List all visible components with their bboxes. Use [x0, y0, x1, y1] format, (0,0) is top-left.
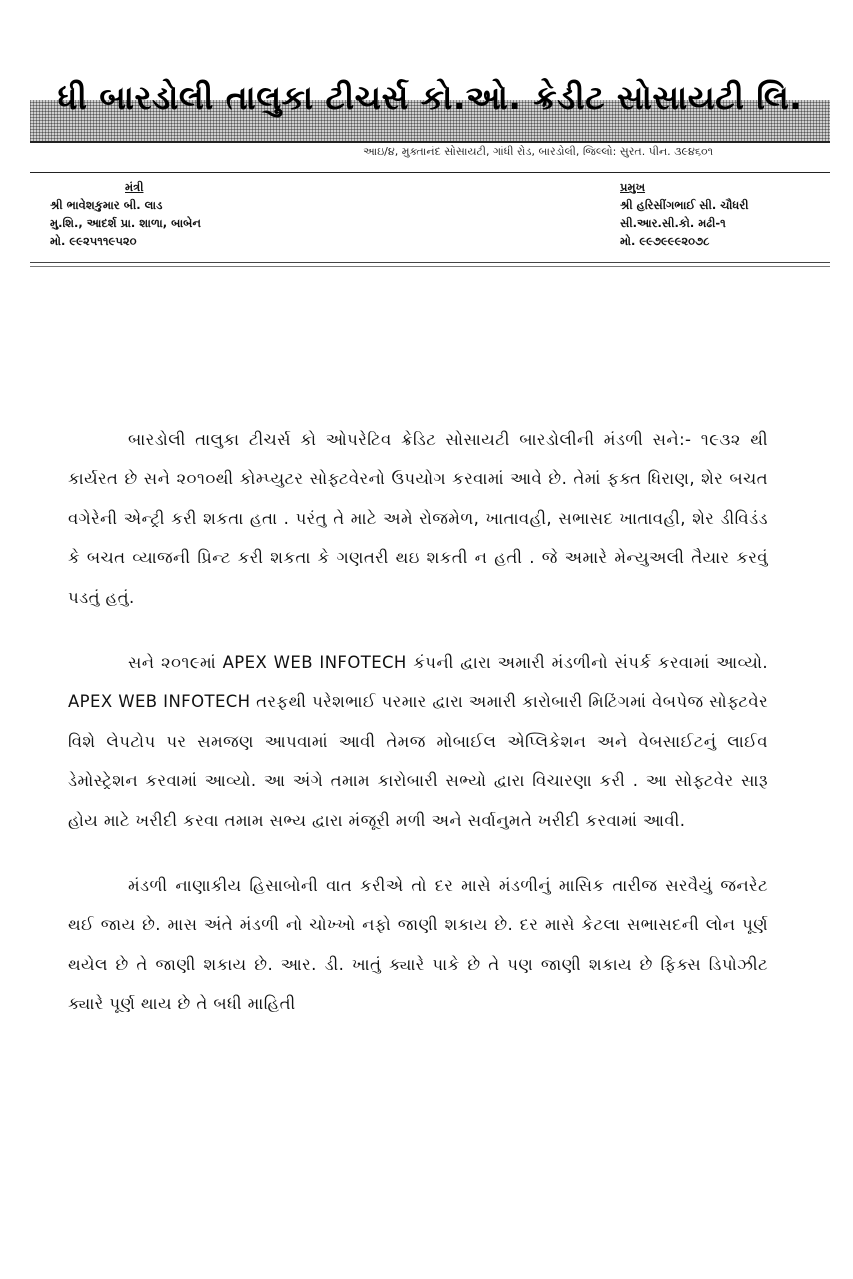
secretary-designation: મુ.શિ., આદર્શ પ્રા. શાળા, બાબેન [50, 216, 201, 230]
president-designation: સી.આર.સી.કો. મઢી-૧ [620, 216, 726, 230]
paragraph-history: બારડોલી તાલુકા ટીચર્સ કો ઓપરેટિવ ક્રેડિટ સોસાયટી બારડોલીની મંડળી સને:- ૧૯૩૨ થી કાર્યરત છે સને ૨૦૧૦થી કોમ્પ્યુટર સોફ્ટવેરનો ઉપયોગ કરવામાં આવે છે. તેમાં ફક્ત ધિરાણ, શેર બચત વગેરેની એન્ટ્રી કરી શકતા હતા . પરંતુ તે માટે અમે રોજમેળ, ખાતાવહી, સભાસદ ખાતાવહી, શેર ડીવિડંડ કે બચત વ્યાજની પ્રિન્ટ કરી શકતા કે ગણતરી થઇ શકતી ન હતી . જે અમારે મેન્યુઅલી તૈયાર કરવું પડતું હતું. [68, 430, 768, 607]
organization-title: ધી બારડોલી તાલુકા ટીચર્સ કો.ઓ. ક્રેડીટ સોસાયટી લિ. [57, 78, 803, 117]
secretary-phone: મો. ૯૯૨૫૧૧૯૫૨૦ [50, 234, 137, 248]
secretary-name: શ્રી ભાવેશકુમાર બી. લાડ [50, 198, 163, 212]
paragraph-accounts: મંડળી નાણાકીય હિસાબોની વાત કરીએ તો દર માસે મંડળીનું માસિક તારીજ સરવૈયું જનરેટ થઈ જાય છે. માસ અંતે મંડળી નો ચોખ્ખો નફો જાણી શકાય છે. દર માસે કેટલા સભાસદની લોન પૂર્ણ થયેલ છે તે જાણી શકાય છે. આર. ડી. ખાતું ક્યારે પાકે છે તે પણ જાણી શકાય છે ફિક્સ ડિપોઝીટ ક્યારે પૂર્ણ થાય છે તે બધી માહિતી [68, 876, 768, 1014]
president-role: પ્રમુખ [620, 180, 646, 194]
president-block [620, 178, 820, 250]
president-name: શ્રી હરિસીંગભાઈ સી. ચૌધરી [620, 198, 749, 212]
secretary-block [50, 178, 270, 250]
president-phone: મો. ૯૯૭૯૯૯૨૦૭૮ [620, 234, 710, 248]
letterhead-bottom-divider [30, 262, 830, 267]
letter-body [68, 420, 768, 1050]
header-divider [30, 172, 830, 173]
secretary-role: મંત્રી [125, 180, 144, 194]
paragraph-purchase: સને ૨૦૧૯માં APEX WEB INFOTECH કંપની દ્વારા અમારી મંડળીનો સંપર્ક કરવામાં આવ્યો. APEX WEB INFOTECH તરફથી પરેશભાઈ પરમાર દ્વારા અમારી કારોબારી મિટિંગમાં વેબપેજ સોફ્ટવેર વિશે લેપટોપ પર સમજણ આપવામાં આવી તેમજ મોબાઈલ એપ્લિકેશન અને વેબસાઈટનું લાઈવ ડેમોસ્ટ્રેશન કરવામાં આવ્યો. આ અંગે તમામ કારોબારી સભ્યો દ્વારા વિચારણા કરી . આ સોફ્ટવેર સારૂ હોય માટે ખરીદી કરવા તમામ સભ્ય દ્વારા મંજૂરી મળી અને સર્વાનુમતે ખરીદી કરવામાં આવી. [68, 653, 768, 830]
address-text: આઇ/૪, મુક્તાનંદ સોસાયટી, ગાંધી રોડ, બારડોલી, જિલ્લો: સુરત. પીન. ૩૯૪૬૦૧ [363, 145, 713, 158]
